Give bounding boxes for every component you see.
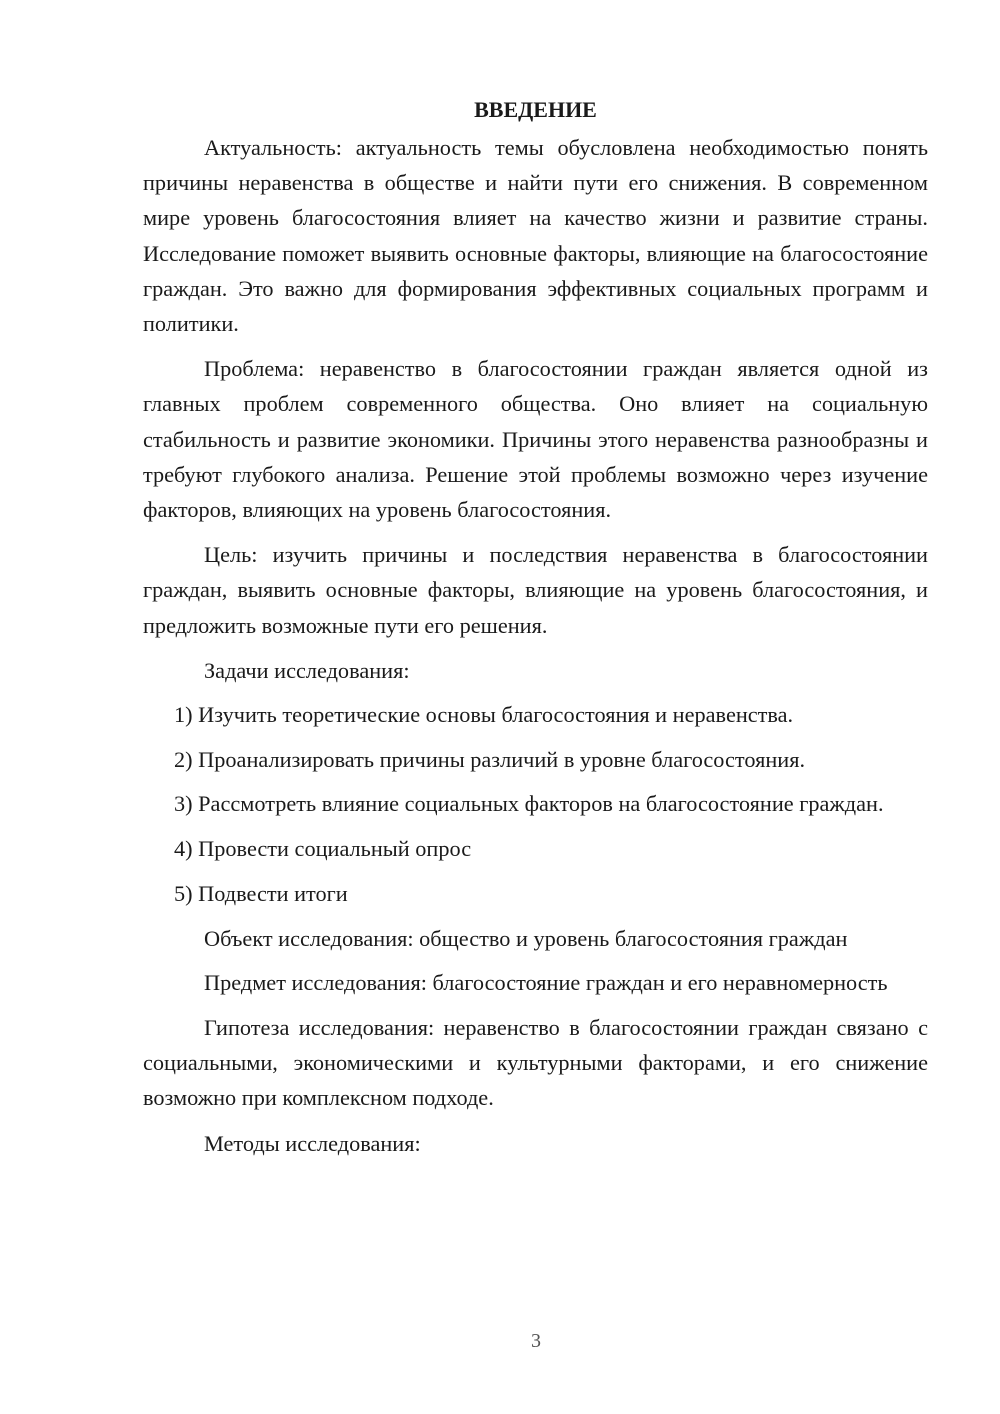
page-number: 3 xyxy=(531,1330,541,1352)
tasks-heading: Задачи исследования: xyxy=(204,657,410,683)
task-item-3: 3) Рассмотреть влияние социальных факторов на благосостояние граждан. xyxy=(174,791,884,817)
object-paragraph: Объект исследования: общество и уровень благосостояния граждан xyxy=(204,925,848,951)
task-item-1: 1) Изучить теоретические основы благосостояния и неравенства. xyxy=(174,702,794,728)
hypothesis-paragraph: Гипотеза исследования: неравенство в благосостоянии граждан связано с социальными, экономическими и культурными факторами, и его снижение возможно при комплексном подходе. xyxy=(143,1014,928,1111)
methods-heading: Методы исследования: xyxy=(204,1130,421,1156)
task-item-4: 4) Провести социальный опрос xyxy=(174,836,472,862)
document-page xyxy=(143,90,928,1171)
subject-paragraph: Предмет исследования: благосостояние граждан и его неравномерность xyxy=(204,969,888,995)
task-item-2: 2) Проанализировать причины различий в уровне благосостояния. xyxy=(174,746,806,772)
task-item-5: 5) Подвести итоги xyxy=(174,880,348,906)
problem-paragraph: Проблема: неравенство в благосостоянии граждан является одной из главных проблем современного общества. Оно влияет на социальную стабильность и развитие экономики. Причины этого неравенства разнообразны и требуют глубокого анализа. Решение этой проблемы возможно через изучение факторов, влияющих на уровень благосостояния. xyxy=(143,356,928,523)
goal-paragraph: Цель: изучить причины и последствия неравенства в благосостоянии граждан, выявить основные факторы, влияющие на уровень благосостояния, и предложить возможные пути его решения. xyxy=(143,542,928,638)
relevance-paragraph: Актуальность: актуальность темы обусловлена необходимостью понять причины неравенства в обществе и найти пути его снижения. В современном мире уровень благосостояния влияет на качество жизни и развитие страны. Исследование поможет выявить основные факторы, влияющие на благосостояние граждан. Это важно для формирования эффективных социальных программ и политики. xyxy=(143,135,928,337)
section-heading: ВВЕДЕНИЕ xyxy=(474,97,597,122)
